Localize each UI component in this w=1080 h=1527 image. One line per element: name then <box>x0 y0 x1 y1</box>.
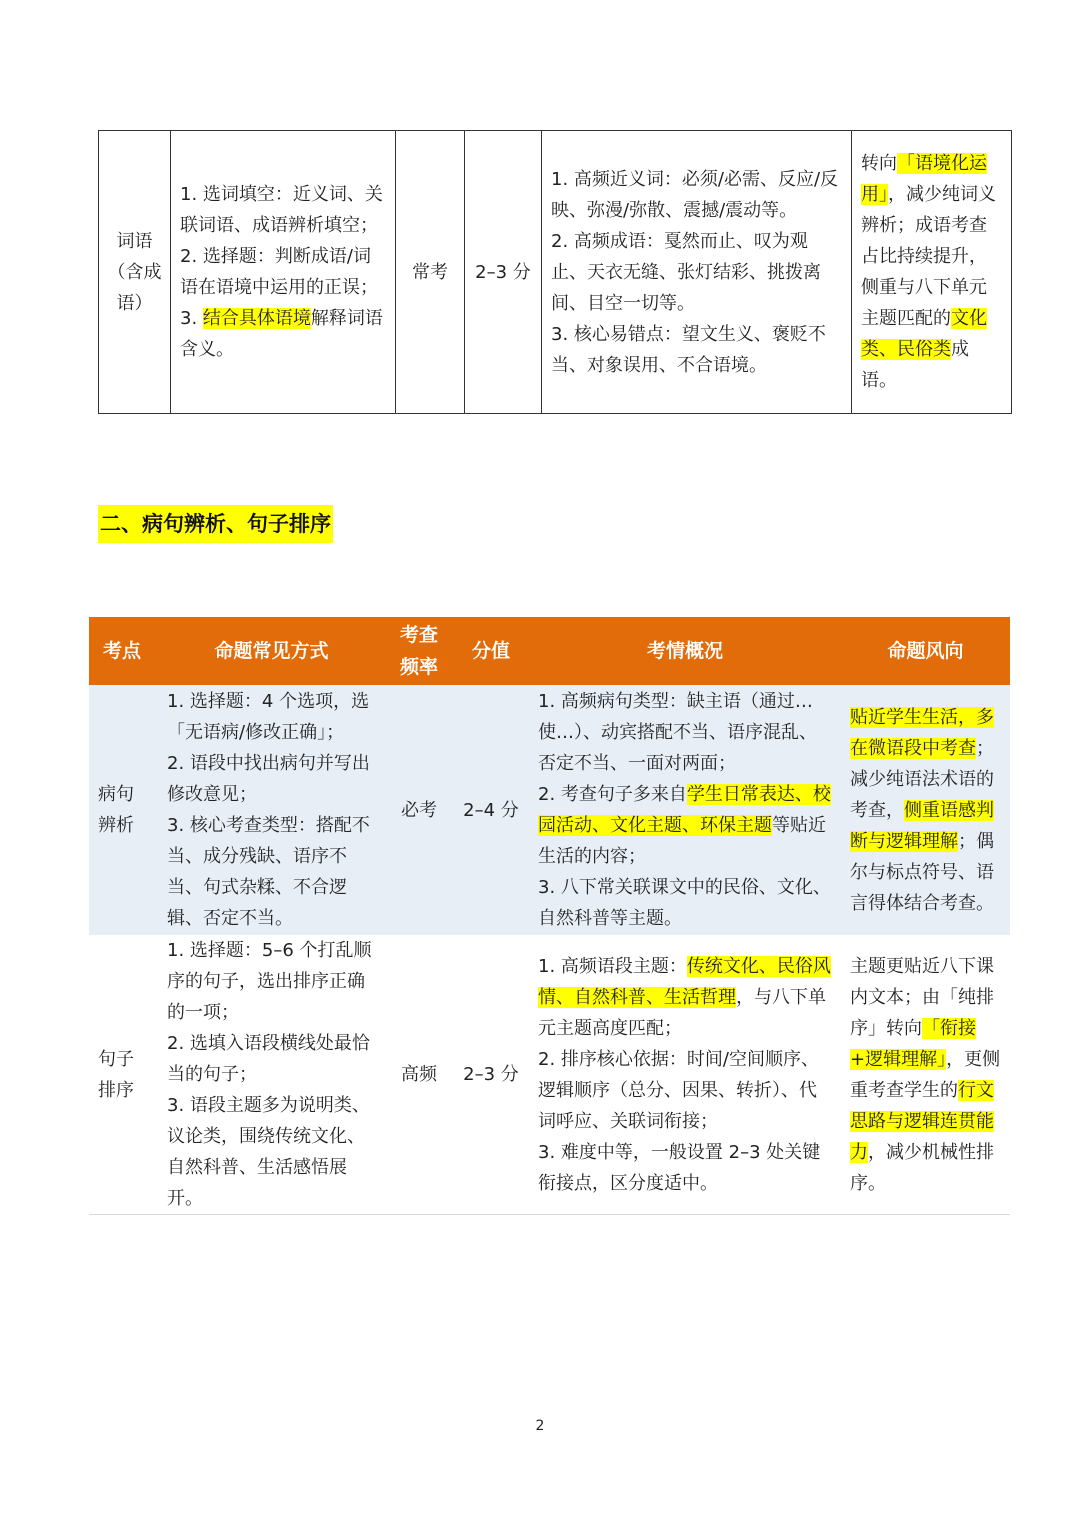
highlighted-text: 行文思路与逻辑连贯能力 <box>850 1079 994 1163</box>
table-header-row <box>89 617 1010 685</box>
text-segment: ；偶尔与标点符号、语言得体结合考查。 <box>850 830 994 914</box>
sentence-table <box>89 617 1010 1215</box>
frequency-cell: 高频 <box>385 935 453 1215</box>
paragraph <box>551 164 842 226</box>
paragraph <box>850 702 1001 919</box>
highlighted-text: 结合具体语境 <box>202 308 311 329</box>
paragraph <box>180 241 386 303</box>
paragraph <box>167 1028 376 1090</box>
trend-cell <box>841 685 1010 935</box>
text-segment: 1. 高频近义词：必须/必需、反应/反映、弥漫/弥散、震撼/震动等。 <box>551 168 839 221</box>
text-segment: 3. 核心考查类型：搭配不当、成分残缺、语序不当、句式杂糅、不合逻辑、否定不当。 <box>167 815 370 929</box>
methods-cell <box>158 935 385 1215</box>
paragraph <box>861 148 1002 396</box>
exam-point-cell <box>89 935 158 1215</box>
paragraph <box>538 779 832 872</box>
exam-point-cell <box>89 685 158 935</box>
text-segment: ；减少纯语法术语的考查， <box>850 737 994 821</box>
score-cell: 2–4 分 <box>453 685 529 935</box>
paragraph <box>551 319 842 381</box>
trend-text <box>850 702 1001 919</box>
header-exam-point: 考点 <box>89 617 158 685</box>
overview-text <box>538 686 832 934</box>
highlighted-text: 「语境化运用」 <box>861 153 987 205</box>
frequency-cell: 常考 <box>396 131 465 414</box>
text-segment: 1. 选词填空：近义词、关联词语、成语辨析填空； <box>180 184 383 236</box>
paragraph <box>167 1090 376 1214</box>
overview-text <box>551 164 842 381</box>
trend-cell <box>852 131 1012 414</box>
section-heading: 二、病句辨析、句子排序 <box>98 505 333 543</box>
trend-text <box>861 148 1002 396</box>
exam-point-label: 句子排序 <box>98 1048 134 1101</box>
paragraph <box>538 951 832 1044</box>
header-frequency-label: 考查频率 <box>399 624 438 678</box>
text-segment: 2. 排序核心依据：时间/空间顺序、逻辑顺序（总分、因果、转折）、代词呼应、关联词衔接； <box>538 1048 819 1132</box>
paragraph <box>167 748 376 810</box>
methods-cell <box>171 131 396 414</box>
text-segment: 3. 难度中等，一般设置 2–3 处关键衔接点，区分度适中。 <box>538 1141 821 1194</box>
methods-cell <box>158 685 385 935</box>
text-segment: 2. 考查句子多来自 <box>538 784 687 805</box>
score-cell: 2–3 分 <box>465 131 542 414</box>
exam-point-label: 病句辨析 <box>98 784 134 836</box>
header-frequency <box>385 617 453 685</box>
overview-cell <box>529 685 841 935</box>
text-segment: 3. 语段主题多为说明类、议论类，围绕传统文化、自然科普、生活感悟展开。 <box>167 1095 370 1209</box>
trend-cell <box>841 935 1010 1215</box>
text-segment: 1. 选择题：4 个选项，选「无语病/修改正确」； <box>167 691 370 743</box>
text-segment: ，更侧重考查学生的 <box>850 1048 1001 1101</box>
text-segment: 转向 <box>861 153 897 174</box>
highlighted-text: 「衔接+逻辑理解」 <box>850 1017 976 1070</box>
paragraph <box>538 686 832 779</box>
paragraph <box>167 935 376 1028</box>
text-segment: ，与八下单元主题高度匹配； <box>538 986 826 1039</box>
paragraph <box>538 1044 832 1137</box>
text-segment: 3. 八下常关联课文中的民俗、文化、自然科普等主题。 <box>538 877 831 929</box>
overview-cell <box>529 935 841 1215</box>
table-row <box>99 131 1012 414</box>
paragraph <box>538 872 832 934</box>
paragraph <box>538 1137 832 1199</box>
header-overview: 考情概况 <box>529 617 841 685</box>
text-segment: 主题更贴近八下课内文本；由「纯排序」转向 <box>850 955 994 1039</box>
header-score: 分值 <box>453 617 529 685</box>
text-segment: 解释词语含义。 <box>180 308 383 360</box>
overview-cell <box>542 131 852 414</box>
paragraph <box>551 226 842 319</box>
text-segment: 3. <box>180 308 203 329</box>
score-cell: 2–3 分 <box>453 935 529 1215</box>
methods-text <box>167 686 376 934</box>
text-segment: ，减少纯词义辨析；成语考查占比持续提升，侧重与八下单元主题匹配的 <box>861 184 996 329</box>
vocabulary-table <box>98 130 1012 414</box>
paragraph <box>167 686 376 748</box>
text-segment: ，减少机械性排序。 <box>850 1141 994 1194</box>
paragraph <box>167 810 376 934</box>
text-segment: 2. 语段中找出病句并写出修改意见； <box>167 753 370 805</box>
page-number: 2 <box>535 1418 545 1434</box>
table-row <box>89 935 1010 1215</box>
methods-text <box>180 179 386 365</box>
text-segment: 1. 选择题：5–6 个打乱顺序的句子，选出排序正确的一项； <box>167 940 372 1023</box>
paragraph <box>180 303 386 365</box>
header-trend: 命题风向 <box>841 617 1010 685</box>
text-segment: 3. 核心易错点：望文生义、褒贬不当、对象误用、不合语境。 <box>551 323 826 376</box>
highlighted-text: 侧重语感判断与逻辑理解 <box>850 799 994 852</box>
highlighted-text: 贴近学生生活，多在微语段中考查 <box>850 706 994 759</box>
text-segment: 2. 选填入语段横线处最恰当的句子； <box>167 1033 370 1085</box>
frequency-cell: 必考 <box>385 685 453 935</box>
text-segment: 等贴近生活的内容； <box>538 815 826 867</box>
overview-text <box>538 951 832 1199</box>
text-segment: 2. 选择题：判断成语/词语在语境中运用的正误； <box>180 246 378 298</box>
text-segment: 成语。 <box>861 339 969 391</box>
text-segment: 1. 高频病句类型：缺主语（通过…使…）、动宾搭配不当、语序混乱、否定不当、一面对两面； <box>538 691 817 774</box>
highlighted-text: 传统文化、民俗风情、自然科普、生活哲理 <box>538 955 831 1008</box>
exam-point-cell: 词语（含成语） <box>99 131 171 414</box>
header-methods: 命题常见方式 <box>158 617 385 685</box>
table-row <box>89 685 1010 935</box>
paragraph <box>850 951 1001 1199</box>
highlighted-text: 学生日常表达、校园活动、文化主题、环保主题 <box>538 784 831 836</box>
paragraph <box>180 179 386 241</box>
text-segment: 2. 高频成语：戛然而止、叹为观止、天衣无缝、张灯结彩、挑拨离间、目空一切等。 <box>551 230 821 314</box>
trend-text <box>850 951 1001 1199</box>
highlighted-text: 文化类、民俗类 <box>861 308 987 360</box>
text-segment: 1. 高频语段主题： <box>538 955 687 977</box>
methods-text <box>167 935 376 1214</box>
